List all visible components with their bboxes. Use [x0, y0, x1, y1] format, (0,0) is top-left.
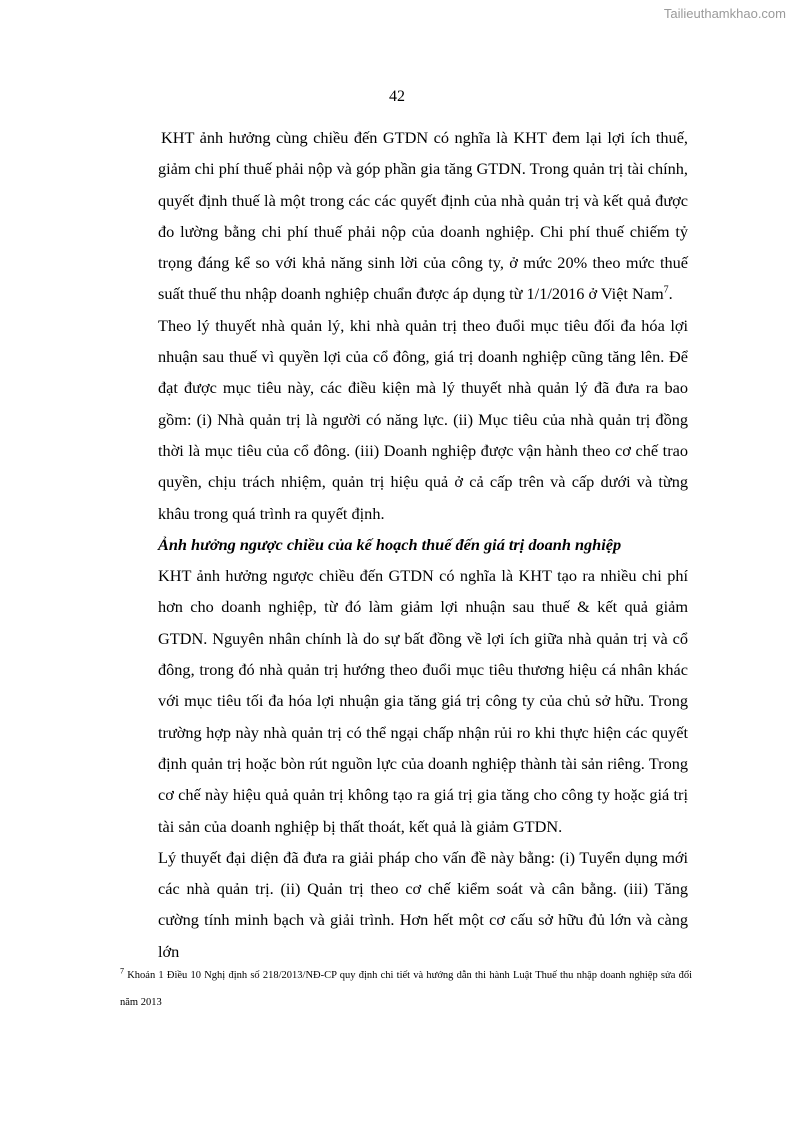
watermark: Tailieuthamkhao.com [663, 6, 786, 21]
paragraph-3: KHT ảnh hưởng ngược chiều đến GTDN có nghĩa là KHT tạo ra nhiều chi phí hơn cho doanh nghiệp, từ đó làm giảm lợi nhuận sau thuế & kết quả giảm GTDN. Nguyên nhân chính là do sự bất đồng về lợi ích giữa nhà quản trị và cổ đông, trong đó nhà quản trị hướng theo đuổi mục tiêu thương hiệu cá nhân khác với mục tiêu tối đa hóa lợi nhuận gia tăng giá trị công ty của chủ sở hữu. Trong trường hợp này nhà quản trị có thể ngại chấp nhận rủi ro khi thực hiện các quyết định quản trị hoặc bòn rút nguồn lực của doanh nghiệp thành tài sản riêng. Trong cơ chế này hiệu quả quản trị không tạo ra giá trị gia tăng cho công ty hoặc giá trị tài sản của doanh nghiệp bị thất thoát, kết quả là giảm GTDN. [158, 566, 688, 836]
paragraph-2 [158, 310, 688, 529]
section-heading: Ảnh hưởng ngược chiều của kế hoạch thuế đến giá trị doanh nghiệp [158, 534, 622, 554]
footnote-reference[interactable]: 7 [663, 285, 669, 297]
paragraph-1-end: . [668, 284, 673, 304]
footnote [120, 962, 692, 1016]
footnote-text: Khoản 1 Điều 10 Nghị định số 218/2013/NĐ-CP quy định chi tiết và hướng dẫn thi hành Luật Thuế thu nhập doanh nghiệp sửa đổi năm 2013 [120, 970, 692, 1008]
paragraph-1-text: KHT ảnh hưởng cùng chiều đến GTDN có nghĩa là KHT đem lại lợi ích thuế, giảm chi phí thuế phải nộp và góp phần gia tăng GTDN. Trong quản trị tài chính, quyết định thuế là một trong các các quyết định của nhà quản trị và kết quả được đo lường bằng chi phí thuế phải nộp của doanh nghiệp. Chi phí thuế chiếm tỷ trọng đáng kể so với khả năng sinh lời của công ty, ở mức 20% theo mức thuế suất thuế thu nhập doanh nghiệp chuẩn được áp dụng từ 1/1/2016 ở Việt Nam [158, 128, 688, 304]
paragraph-4: Lý thuyết đại diện đã đưa ra giải pháp cho vấn đề này bằng: (i) Tuyển dụng mới các nhà quản trị. (ii) Quản trị theo cơ chế kiểm soát và cân bằng. (iii) Tăng cường tính minh bạch và giải trình. Hơn hết một cơ cấu sở hữu đủ lớn và càng lớn [158, 847, 688, 961]
document-body [158, 122, 688, 967]
footnote-marker: 7 [120, 966, 124, 976]
page-number: 42 [389, 88, 405, 105]
paragraph-1 [158, 122, 688, 310]
paragraph-2-text: Theo lý thuyết nhà quản lý, khi nhà quản trị theo đuổi mục tiêu đối đa hóa lợi nhuận sau thuế vì quyền lợi của cổ đông, giá trị doanh nghiệp cũng tăng lên. Để đạt được mục tiêu này, các điều kiện mà lý thuyết nhà quản lý đã đưa ra bao gồm: (i) Nhà quản trị là người có năng lực. (ii) Mục tiêu của nhà quản trị đồng thời là mục tiêu của cổ đông. (iii) Doanh nghiệp được vận hành theo cơ chế trao quyền, chịu trách nhiệm, quản trị hiệu quả ở cả cấp trên và cấp dưới và từng khâu trong quá trình ra quyết định. [158, 315, 688, 523]
